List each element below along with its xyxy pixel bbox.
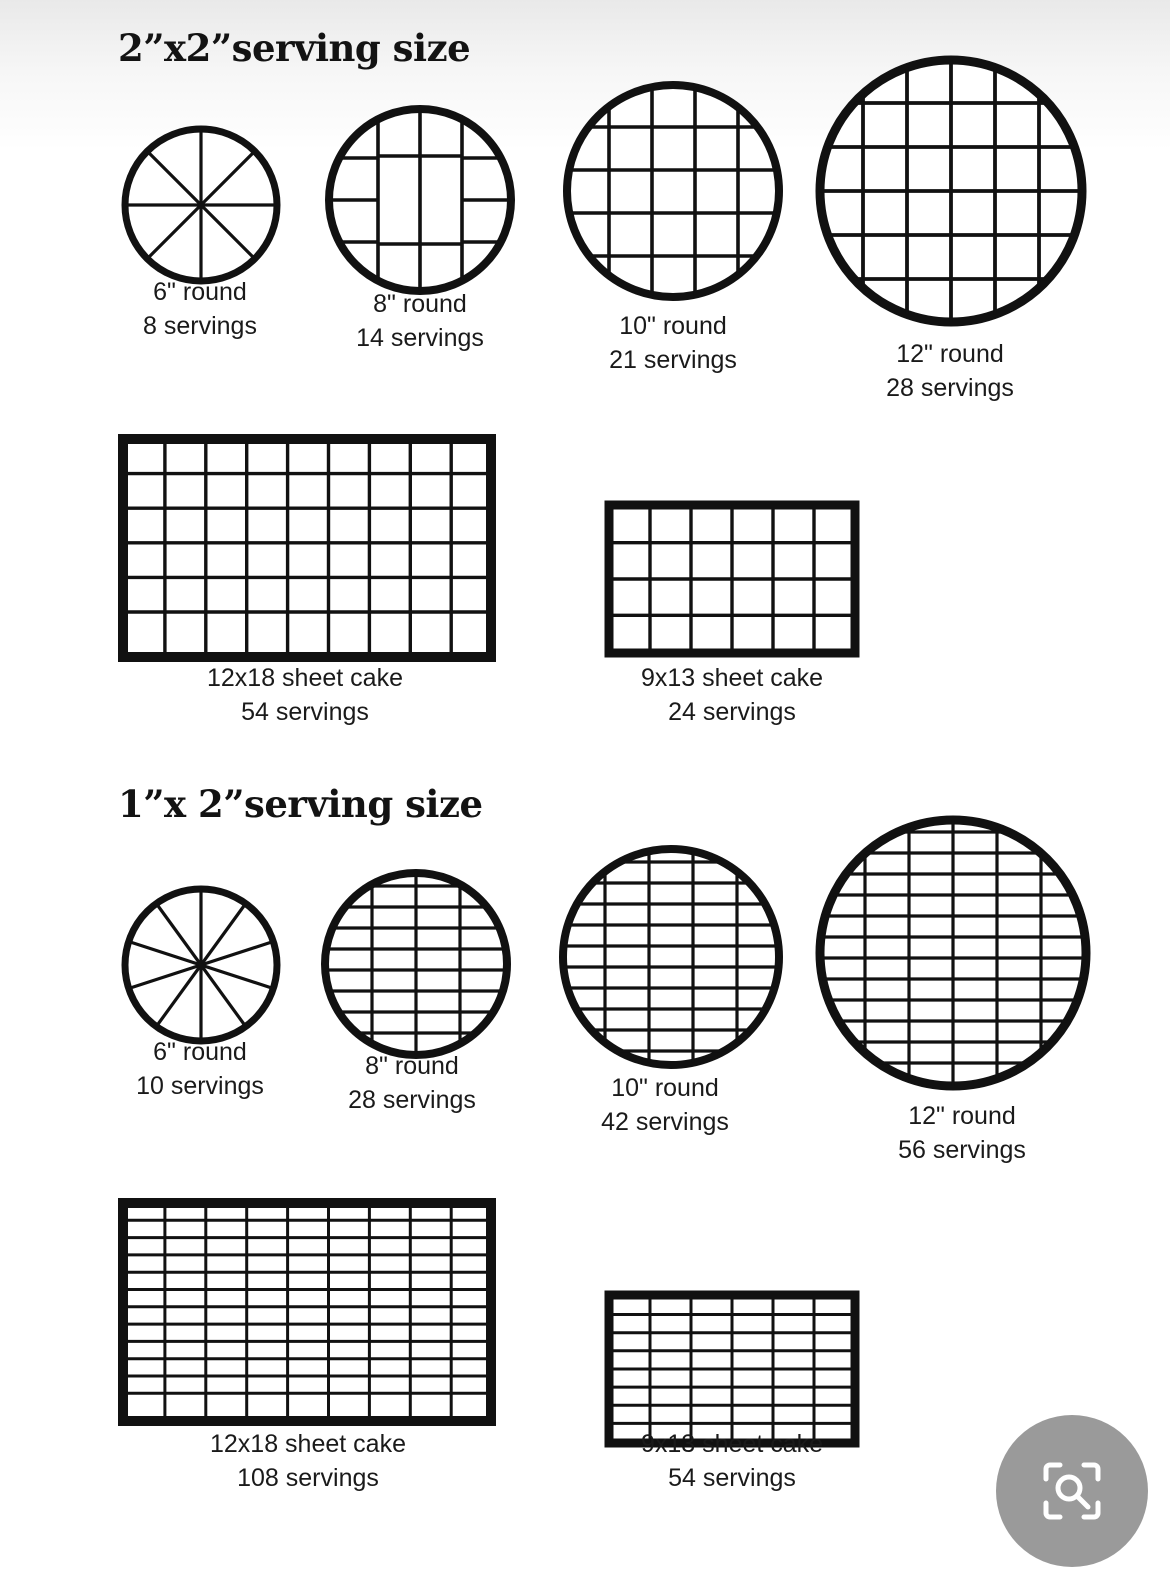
caption-size: 12" round	[896, 340, 1004, 368]
figure-8in-round-2x2	[322, 102, 518, 298]
caption-12in-round-2x2	[830, 338, 1070, 406]
caption-9x13-sheet-1x2	[552, 1428, 912, 1496]
caption-10in-round-1x2	[545, 1072, 785, 1140]
caption-size: 8" round	[365, 1052, 459, 1080]
caption-size: 9x13 sheet cake	[640, 1430, 824, 1458]
caption-servings: 28 servings	[348, 1085, 476, 1114]
figure-12x18-sheet-2x2	[118, 434, 496, 662]
caption-9x13-sheet-2x2	[552, 662, 912, 730]
figure-12in-round-2x2	[812, 52, 1090, 330]
figure-6in-round-1x2	[118, 882, 284, 1048]
figure-9x13-sheet-1x2	[604, 1290, 860, 1448]
caption-12in-round-1x2	[822, 1100, 1102, 1168]
caption-size: 9x13 sheet cake	[640, 664, 824, 692]
section-heading-2x2: 2”x2”serving size	[118, 26, 471, 70]
caption-servings: 10 servings	[136, 1071, 264, 1100]
caption-size: 6" round	[153, 278, 247, 306]
figure-6in-round-2x2	[118, 122, 284, 288]
caption-8in-round-2x2	[300, 288, 540, 356]
caption-size: 10" round	[611, 1074, 719, 1102]
figure-12x18-sheet-1x2	[118, 1198, 496, 1426]
caption-servings: 8 servings	[143, 311, 257, 340]
caption-servings: 28 servings	[886, 373, 1014, 402]
caption-6in-round-1x2	[80, 1036, 320, 1104]
visual-search-button[interactable]	[996, 1415, 1148, 1567]
caption-size: 12x18 sheet cake	[210, 1430, 406, 1458]
figure-9x13-sheet-2x2	[604, 500, 860, 658]
caption-size: 6" round	[153, 1038, 247, 1066]
section-heading-1x2: 1”x 2”serving size	[118, 782, 483, 826]
image-search-icon	[1036, 1455, 1108, 1527]
caption-8in-round-1x2	[292, 1050, 532, 1118]
caption-12x18-sheet-1x2	[128, 1428, 488, 1496]
caption-10in-round-2x2	[553, 310, 793, 378]
caption-servings: 54 servings	[241, 697, 369, 726]
figure-10in-round-2x2	[560, 78, 786, 304]
caption-size: 12" round	[908, 1102, 1016, 1130]
figure-8in-round-1x2	[318, 866, 514, 1062]
caption-size: 12x18 sheet cake	[207, 664, 403, 692]
figure-10in-round-1x2	[556, 842, 786, 1072]
caption-servings: 56 servings	[898, 1135, 1026, 1164]
caption-12x18-sheet-2x2	[125, 662, 485, 730]
figure-12in-round-1x2	[812, 812, 1094, 1094]
caption-servings: 21 servings	[609, 345, 737, 374]
caption-servings: 14 servings	[356, 323, 484, 352]
caption-servings: 24 servings	[668, 697, 796, 726]
caption-servings: 108 servings	[237, 1463, 379, 1492]
caption-size: 8" round	[373, 290, 467, 318]
caption-size: 10" round	[619, 312, 727, 340]
caption-servings: 54 servings	[668, 1463, 796, 1492]
caption-servings: 42 servings	[601, 1107, 729, 1136]
caption-6in-round-2x2	[80, 276, 320, 344]
